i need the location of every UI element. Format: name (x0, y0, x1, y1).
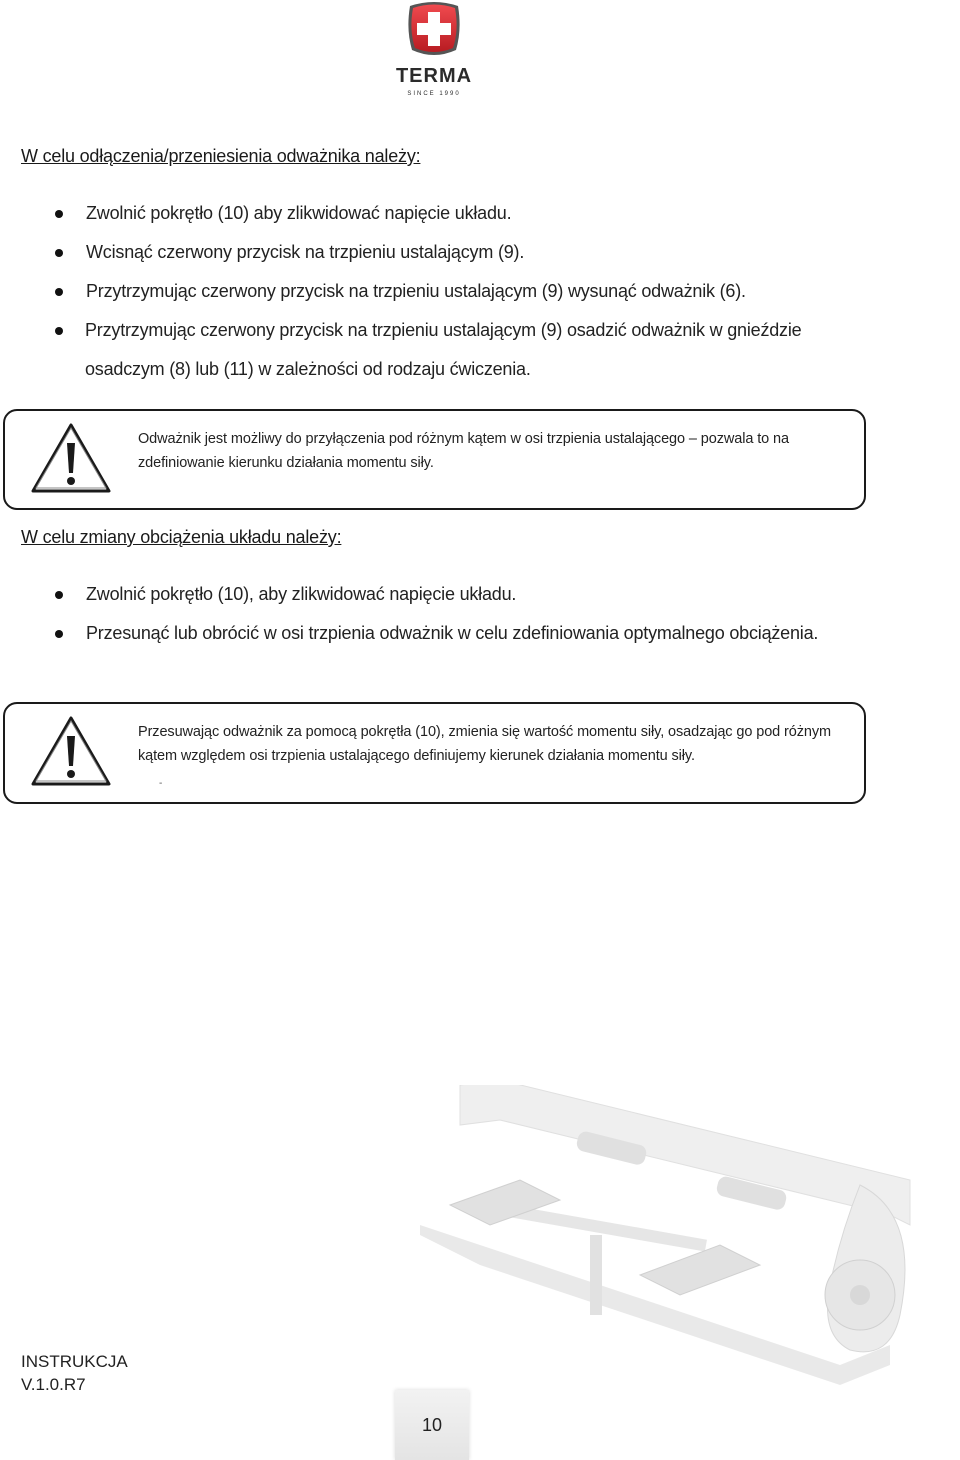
section1-list (0, 194, 900, 389)
section1-heading: W celu odłączenia/przeniesienia odważnika należy: (21, 146, 421, 166)
footer-version: V.1.0.R7 (21, 1375, 86, 1394)
logo-brand: TERMA (395, 65, 473, 87)
list-item: Przytrzymując czerwony przycisk na trzpieniu ustalającym (9) wysunąć odważnik (6). (0, 272, 900, 311)
section2-heading: W celu zmiany obciążenia układu należy: (21, 527, 342, 547)
note-dash: - (159, 778, 163, 789)
section2-list (0, 575, 900, 653)
warning-triangle-icon (29, 421, 113, 495)
warning-note (3, 409, 866, 510)
note-text: Odważnik jest możliwy do przyłączenia pod różnym kątem w osi trzpienia ustalającego – pozwala to na zdefiniowanie kierunku działania momentu siły. (138, 431, 789, 471)
list-item: Przesunąć lub obrócić w osi trzpienia odważnik w celu zdefiniowania optymalnego obciążenia. (0, 614, 900, 653)
page-number: 10 (395, 1390, 469, 1460)
list-item: Zwolnić pokrętło (10), aby zlikwidować napięcie układu. (0, 575, 900, 614)
device-illustration (420, 1085, 920, 1395)
note-text: Przesuwając odważnik za pomocą pokrętła (10), zmienia się wartość momentu siły, osadzając go pod różnym kątem względem osi trzpienia ustalającego definiujemy kierunek działania momentu siły. (138, 724, 831, 764)
footer-doc-info (21, 1350, 128, 1396)
list-item (0, 311, 900, 389)
footer-title: INSTRUKCJA (21, 1352, 128, 1371)
logo-tagline: SINCE 1990 (407, 91, 461, 97)
list-item: Wcisnąć czerwony przycisk na trzpieniu ustalającym (9). (0, 233, 900, 272)
terma-logo (372, 0, 496, 100)
list-item-line: osadczym (8) lub (11) w zależności od rodzaju ćwiczenia. (85, 359, 531, 379)
list-item-line: Przytrzymując czerwony przycisk na trzpieniu ustalającym (9) osadzić odważnik w gnieździe (85, 320, 802, 340)
warning-triangle-icon (29, 714, 113, 788)
list-item: Zwolnić pokrętło (10) aby zlikwidować napięcie układu. (0, 194, 900, 233)
warning-note (3, 702, 866, 804)
